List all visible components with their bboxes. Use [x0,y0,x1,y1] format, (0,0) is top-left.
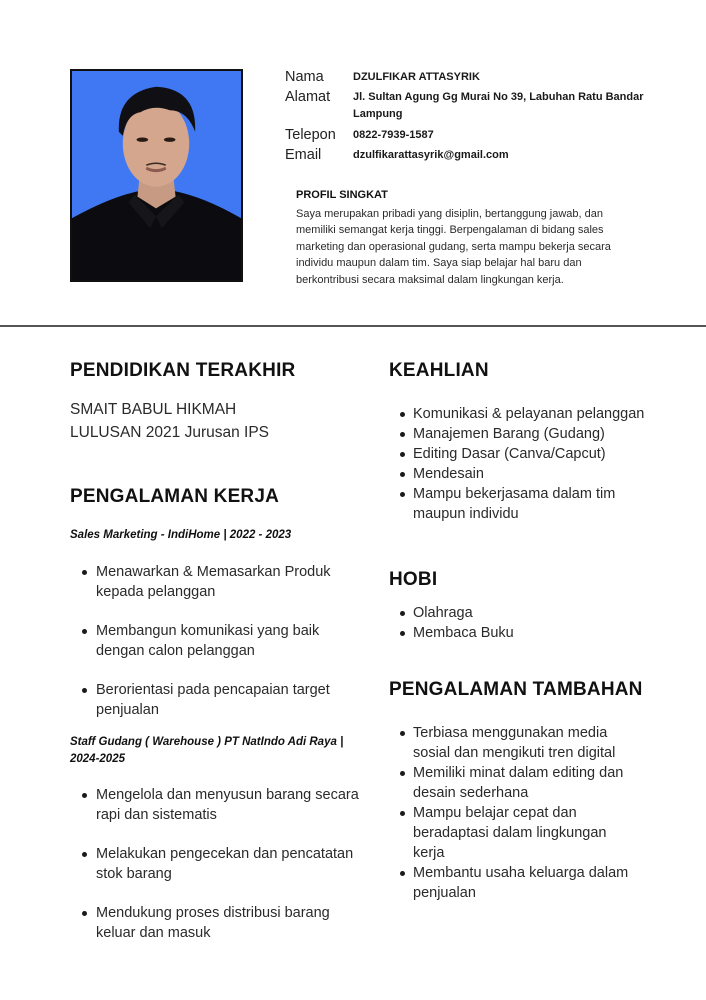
education-graduation: LULUSAN 2021 Jurusan IPS [70,424,270,441]
education-title: PENDIDIKAN TERAKHIR [70,360,296,381]
job-1-duties [72,562,370,720]
left-column [70,358,370,943]
contact-row-name [285,68,665,88]
list-item: Melakukan pengecekan dan pencatatan stok barang [72,844,370,884]
contact-value-name: DZULFIKAR ATTASYRIK [353,71,480,83]
profile-summary-text: Saya merupakan pribadi yang disiplin, bertanggung jawab, dan memiliki semangat kerja tinggi. Berpengalaman di bidang sales marketing dan operasional gudang, serta mampu bekerja secara individu maupun dalam tim. Saya siap belajar hal baru dan berkontribusi secara maksimal dalam lingkungan kerja. [296,208,611,286]
contact-value-phone[interactable]: 0822-7939-1587 [353,129,434,141]
contact-label-name: Nama [285,69,324,85]
profile-photo [70,69,243,282]
experience-title: PENGALAMAN KERJA [70,486,280,507]
list-item: Terbiasa menggunakan media sosial dan mengikuti tren digital [389,723,639,763]
skills-title: KEAHLIAN [389,360,489,381]
contact-info [285,68,665,166]
list-item: Mendukung proses distribusi barang keluar dan masuk [72,903,370,943]
profile-summary-title: PROFIL SINGKAT [296,189,388,201]
job-title-1: Sales Marketing - IndiHome | 2022 - 2023 [70,529,292,541]
list-item: Berorientasi pada pencapaian target penjualan [72,680,370,720]
list-item: Membaca Buku [389,623,689,643]
list-item: Mampu bekerjasama dalam tim maupun individu [389,484,649,524]
right-column [389,358,689,903]
education-details [70,398,370,444]
contact-row-address [285,88,665,126]
contact-value-email[interactable]: dzulfikarattasyrik@gmail.com [353,149,509,161]
list-item: Komunikasi & pelayanan pelanggan [389,404,649,424]
list-item: Membangun komunikasi yang baik dengan calon pelanggan [72,621,370,661]
job-title-2: Staff Gudang ( Warehouse ) PT NatIndo Adi Raya | 2024-2025 [70,736,344,765]
list-item: Editing Dasar (Canva/Capcut) [389,444,649,464]
list-item: Manajemen Barang (Gudang) [389,424,649,444]
list-item: Mendesain [389,464,649,484]
contact-value-address: Jl. Sultan Agung Gg Murai No 39, Labuhan Ratu Bandar Lampung [353,91,644,120]
hobbies-title: HOBI [389,569,438,590]
section-divider [0,325,706,327]
profile-summary [296,188,641,288]
list-item: Mampu belajar cepat dan beradaptasi dalam lingkungan kerja [389,803,639,863]
list-item: Membantu usaha keluarga dalam penjualan [389,863,639,903]
education-school: SMAIT BABUL HIKMAH [70,401,237,418]
contact-label-phone: Telepon [285,127,336,143]
skills-list [389,404,649,524]
contact-label-email: Email [285,147,322,163]
list-item: Olahraga [389,603,689,623]
list-item: Menawarkan & Memasarkan Produk kepada pelanggan [72,562,370,602]
job-2-duties [72,785,370,943]
extra-experience-title: PENGALAMAN TAMBAHAN [389,679,643,700]
contact-label-address: Alamat [285,89,331,105]
contact-row-phone [285,126,665,146]
person-photo-icon [72,71,241,280]
list-item: Memiliki minat dalam editing dan desain sederhana [389,763,639,803]
extra-experience-list [389,723,639,903]
hobbies-list [389,603,689,643]
list-item: Mengelola dan menyusun barang secara rapi dan sistematis [72,785,370,825]
contact-row-email [285,146,665,166]
